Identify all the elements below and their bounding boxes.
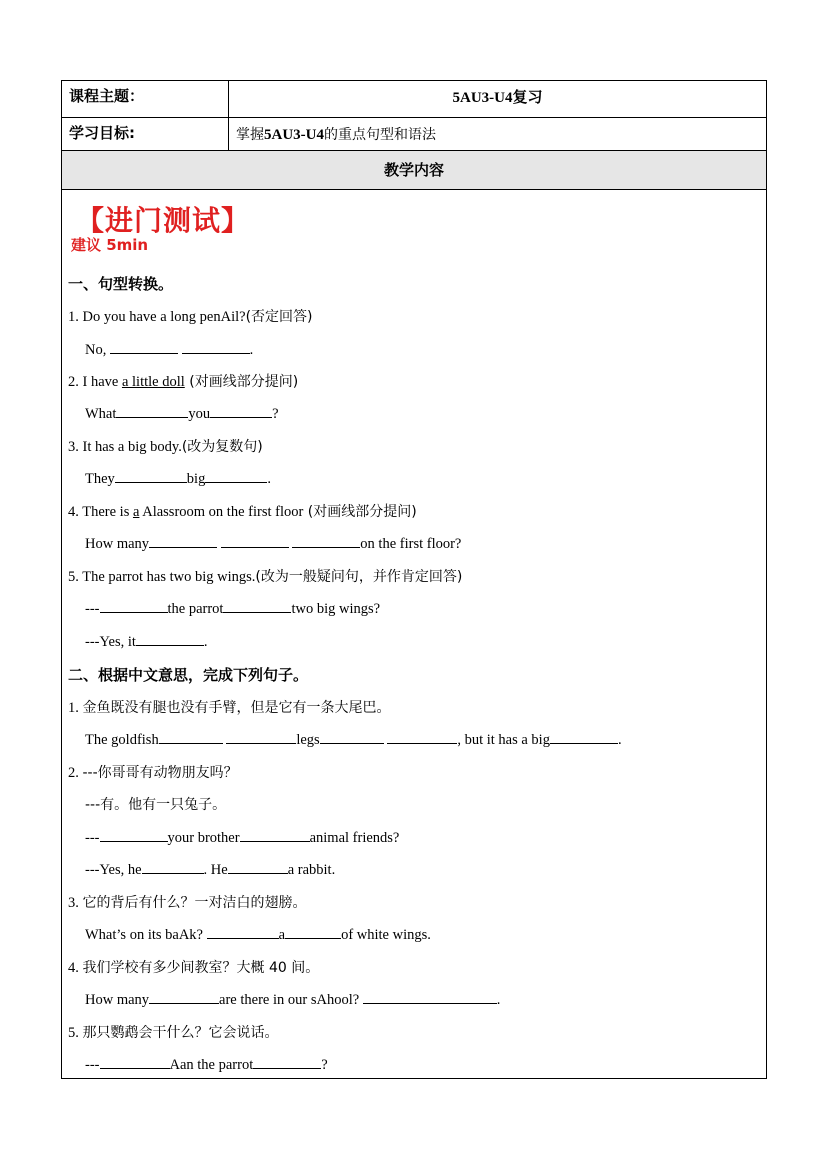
time-suggestion: 建议 5min bbox=[71, 236, 149, 254]
s2-q5-answer: --- Aan the parrot ? bbox=[85, 1054, 328, 1074]
topic-value: 5AU3-U4复习 bbox=[452, 90, 543, 106]
s2-q3: 3. 它的背后有什么？一对洁白的翅膀。 bbox=[68, 895, 307, 911]
goal-row bbox=[62, 118, 766, 151]
s2-q1: 1. 金鱼既没有腿也没有手臂，但是它有一条大尾巴。 bbox=[68, 700, 391, 716]
s1-q3-answer: They big . bbox=[85, 468, 271, 488]
s2-q5: 5. 那只鹦鹉会干什么？它会说话。 bbox=[68, 1025, 279, 1041]
section2-title: 二、根据中文意思，完成下列句子。 bbox=[68, 666, 309, 684]
s2-q2: 2. ---你哥哥有动物朋友吗？ bbox=[68, 765, 238, 781]
content-title: 教学内容 bbox=[383, 161, 444, 179]
s1-q5: 5. The parrot has two big wings.(改为一般疑问句，并作肯定回答) bbox=[68, 569, 463, 585]
lesson-sheet bbox=[61, 80, 767, 1079]
s2-q1-answer: The goldfish legs , but it has a big . bbox=[85, 729, 622, 749]
section1-title: 一、句型转换。 bbox=[68, 275, 174, 293]
column-divider bbox=[228, 81, 229, 151]
s1-q2-answer: What you ? bbox=[85, 403, 279, 423]
s2-q2-answer-2: ---Yes, he . He a rabbit. bbox=[85, 859, 335, 879]
s1-q4: 4. There is a Alassroom on the first floor (对画线部分提问) bbox=[68, 504, 417, 520]
s2-q4-answer: How many are there in our sAhool? . bbox=[85, 989, 500, 1009]
s2-q3-answer: What’s on its baAk? a of white wings. bbox=[85, 924, 431, 944]
topic-label: 课程主题： bbox=[69, 87, 145, 105]
entrance-test-banner: 【进门测试】 bbox=[76, 204, 251, 237]
s1-q1: 1. Do you have a long penAil?(否定回答) bbox=[68, 309, 313, 325]
goal-label: 学习目标: bbox=[69, 124, 135, 142]
s1-q5-answer-2: ---Yes, it . bbox=[85, 631, 208, 651]
s2-q4: 4. 我们学校有多少间教室？大概 40 间。 bbox=[68, 960, 320, 976]
topic-row bbox=[62, 81, 766, 118]
s1-q2: 2. I have a little doll (对画线部分提问) bbox=[68, 374, 299, 390]
content-title-row bbox=[62, 151, 766, 190]
s1-q1-answer: No, . bbox=[85, 339, 253, 359]
s1-q4-answer: How many on the first floor? bbox=[85, 533, 461, 553]
s2-q2-reply: ---有。他有一只兔子。 bbox=[85, 797, 227, 813]
s1-q5-answer-1: --- the parrot two big wings? bbox=[85, 598, 380, 618]
goal-value: 掌握5AU3-U4的重点句型和语法 bbox=[236, 127, 436, 143]
s1-q3: 3. It has a big body.(改为复数句) bbox=[68, 439, 263, 455]
s2-q2-answer-1: --- your brother animal friends? bbox=[85, 827, 399, 847]
